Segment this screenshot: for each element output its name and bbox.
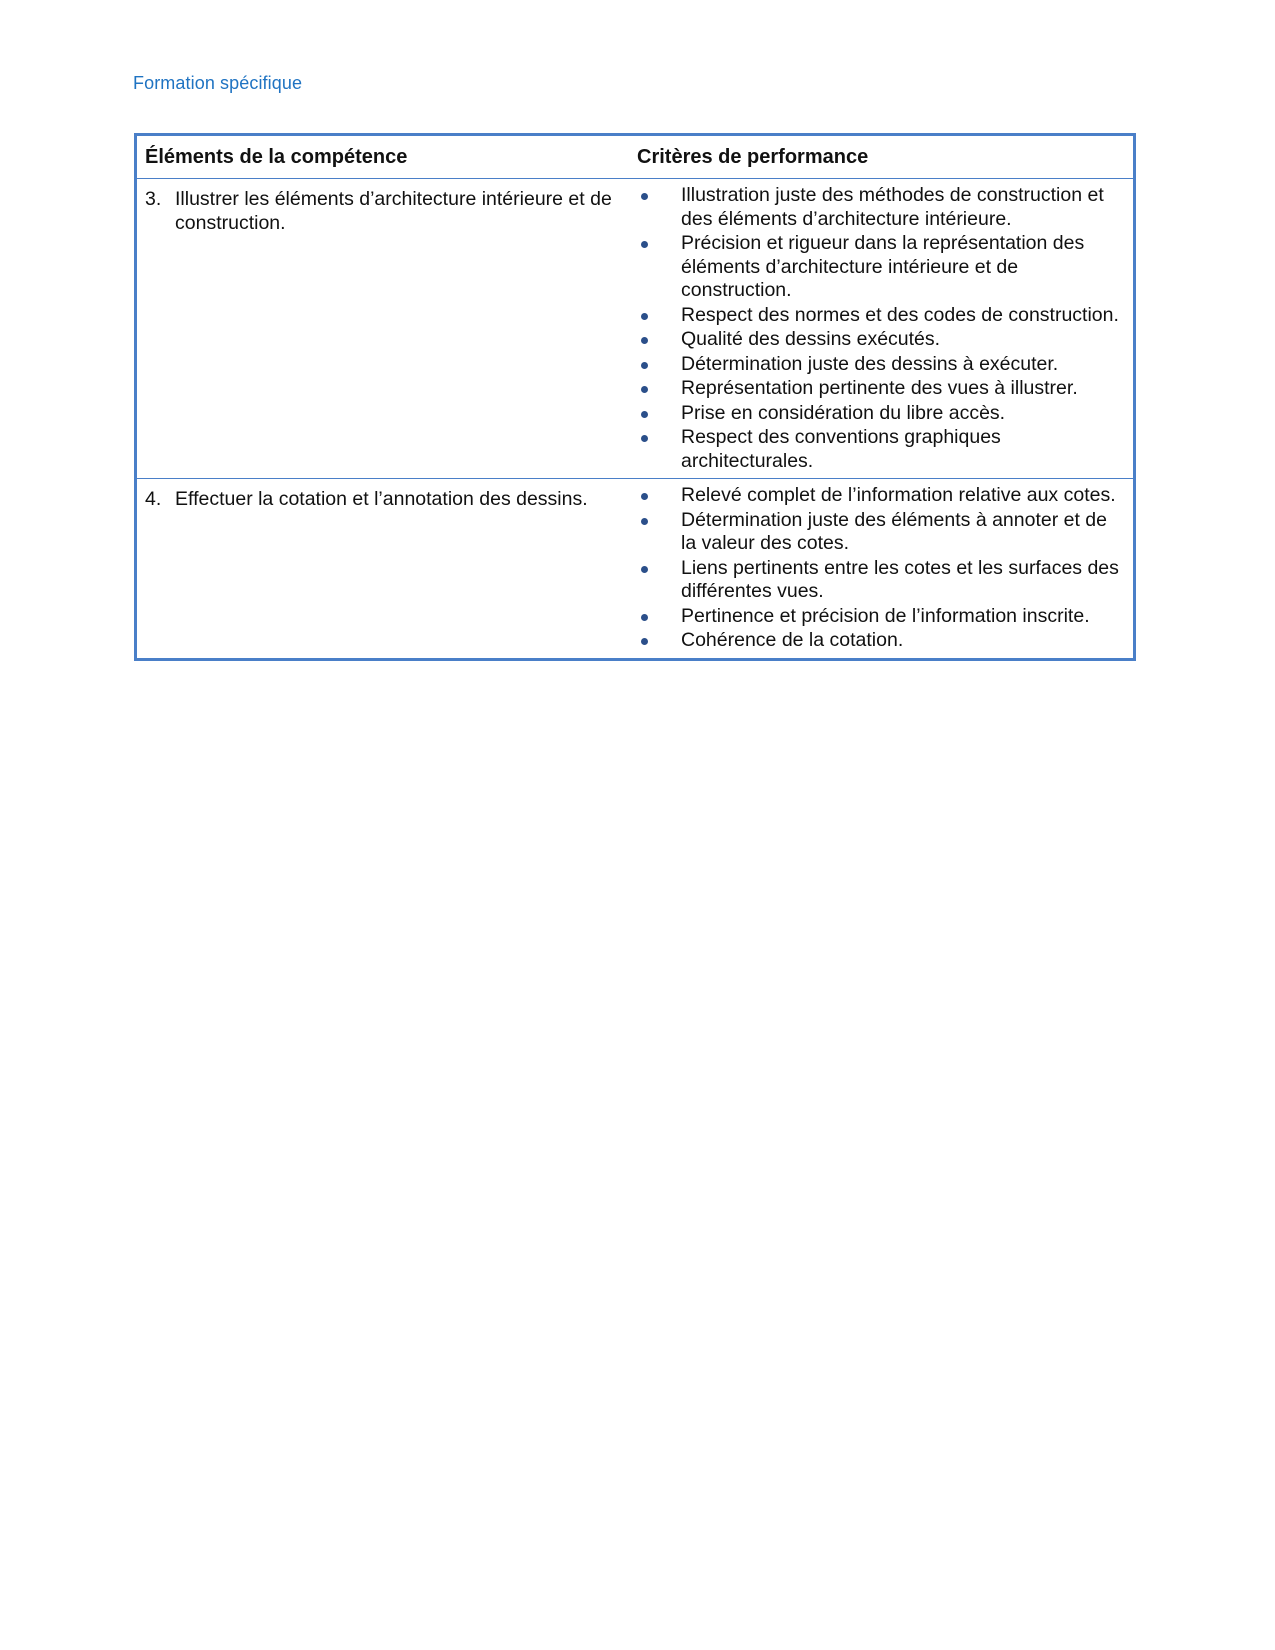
criteria-item	[637, 377, 1125, 401]
element-cell	[137, 479, 637, 658]
element-cell	[137, 179, 637, 478]
competence-table	[134, 133, 1136, 661]
criteria-item	[637, 557, 1125, 604]
criteria-cell	[637, 479, 1133, 658]
criteria-item	[637, 304, 1125, 328]
criteria-item	[637, 509, 1125, 556]
criteria-text: Cohérence de la cotation.	[681, 629, 904, 651]
criteria-item	[637, 184, 1125, 231]
table-row	[137, 479, 1133, 658]
bullet-icon	[637, 629, 681, 653]
criteria-text: Respect des conventions graphiques architecturales.	[681, 426, 1001, 472]
table-body	[137, 179, 1133, 658]
criteria-item	[637, 328, 1125, 352]
criteria-list	[637, 484, 1125, 653]
criteria-text: Relevé complet de l’information relative aux cotes.	[681, 484, 1116, 506]
element-number: 4.	[145, 488, 162, 510]
column-header-elements: Éléments de la compétence	[145, 146, 408, 168]
bullet-icon	[637, 557, 681, 604]
criteria-item	[637, 484, 1125, 508]
bullet-icon	[637, 484, 681, 508]
element-item	[145, 187, 625, 235]
bullet-icon	[637, 605, 681, 629]
criteria-text: Illustration juste des méthodes de construction et des éléments d’architecture intérieure.	[681, 184, 1104, 230]
criteria-text: Précision et rigueur dans la représentation des éléments d’architecture intérieure et de construction.	[681, 232, 1085, 301]
criteria-item	[637, 605, 1125, 629]
bullet-icon	[637, 328, 681, 352]
criteria-item	[637, 402, 1125, 426]
criteria-text: Prise en considération du libre accès.	[681, 401, 1006, 424]
criteria-text: Liens pertinents entre les cotes et les surfaces des différentes vues.	[681, 556, 1119, 602]
criteria-list	[637, 184, 1125, 473]
element-text: Illustrer les éléments d’architecture intérieure et de construction.	[175, 188, 612, 234]
criteria-item	[637, 629, 1125, 653]
running-header-title: Formation spécifique	[133, 73, 303, 93]
criteria-item	[637, 353, 1125, 377]
bullet-icon	[637, 184, 681, 231]
column-header-criteria: Critères de performance	[637, 146, 869, 168]
criteria-text: Respect des normes et des codes de construction.	[681, 303, 1119, 326]
bullet-icon	[637, 232, 681, 303]
criteria-text: Représentation pertinente des vues à illustrer.	[681, 377, 1078, 399]
element-text: Effectuer la cotation et l’annotation des dessins.	[175, 488, 588, 510]
bullet-icon	[637, 426, 681, 473]
criteria-text: Détermination juste des éléments à annoter et de la valeur des cotes.	[681, 508, 1108, 554]
table-header-row	[137, 136, 1133, 179]
table-row	[137, 179, 1133, 479]
criteria-item	[637, 232, 1125, 303]
bullet-icon	[637, 377, 681, 401]
criteria-item	[637, 426, 1125, 473]
criteria-text: Pertinence et précision de l’information inscrite.	[681, 604, 1090, 627]
bullet-icon	[637, 402, 681, 426]
bullet-icon	[637, 509, 681, 556]
element-number: 3.	[145, 188, 162, 210]
criteria-text: Qualité des dessins exécutés.	[681, 328, 941, 350]
criteria-cell	[637, 179, 1133, 478]
element-item	[145, 487, 625, 511]
bullet-icon	[637, 353, 681, 377]
bullet-icon	[637, 304, 681, 328]
criteria-text: Détermination juste des dessins à exécuter.	[681, 352, 1059, 375]
